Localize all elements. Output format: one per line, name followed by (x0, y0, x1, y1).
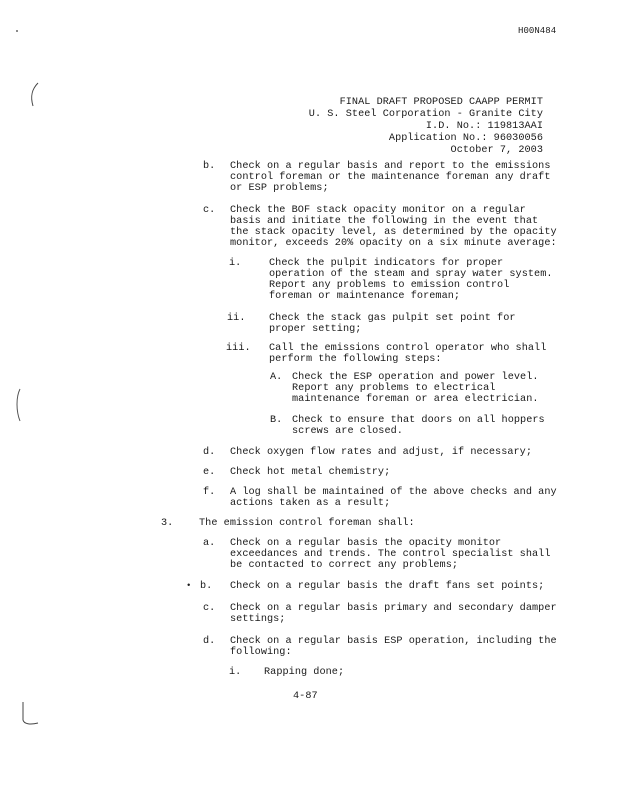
item-f-letter: f. (203, 487, 216, 498)
item-f-text-1: A log shall be maintained of the above checks and any (230, 487, 557, 498)
item-c-i-text-2: operation of the steam and spray water system. (269, 269, 553, 280)
permit-application-no: Application No.: 96030056 (388, 133, 543, 144)
document-id: H00N484 (518, 26, 557, 36)
item-d-letter: d. (203, 447, 216, 458)
item-b-text-1: Check on a regular basis and report to the emissions (230, 161, 551, 172)
scan-mark-left (12, 385, 26, 425)
item-3a-letter: a. (203, 538, 216, 549)
item-3d-i-num: i. (229, 667, 242, 678)
item-e-text-1: Check hot metal chemistry; (230, 467, 391, 478)
item-f-text-2: actions taken as a result; (230, 498, 391, 509)
item-c-i-num: i. (229, 258, 242, 269)
item-c-iii-b-letter: B. (270, 415, 283, 426)
item-c-i-text-3: Report any problems to emission control (269, 280, 510, 291)
item-c-i-text-1: Check the pulpit indicators for proper (269, 258, 504, 269)
item-c-iii-text-1: Call the emissions control operator who shall (269, 343, 547, 354)
scan-dot (14, 28, 22, 36)
item-c-iii-num: iii. (226, 343, 251, 354)
item-c-iii-b-text-2: screws are closed. (292, 426, 403, 437)
permit-id: I.D. No.: 119813AAI (425, 121, 543, 132)
item-3d-text-2: following: (230, 647, 292, 658)
item-c-iii-a-text-2: Report any problems to electrical (292, 383, 496, 394)
section-3-num: 3. (161, 518, 174, 529)
item-c-ii-num: ii. (227, 313, 246, 324)
item-3b-text-1: Check on a regular basis the draft fans set points; (230, 581, 545, 592)
item-3a-text-1: Check on a regular basis the opacity monitor (230, 538, 502, 549)
item-c-iii-a-letter: A. (270, 372, 283, 383)
item-d-text-1: Check oxygen flow rates and adjust, if necessary; (230, 447, 533, 458)
item-c-text-4: monitor, exceeds 20% opacity on a six minute average: (230, 238, 557, 249)
permit-company: U. S. Steel Corporation - Granite City (308, 109, 543, 120)
item-c-ii-text-2: proper setting; (269, 324, 362, 335)
item-3d-i-text-1: Rapping done; (264, 667, 345, 678)
item-c-text-2: basis and initiate the following in the event that (230, 216, 539, 227)
item-c-iii-text-2: perform the following steps: (269, 354, 442, 365)
page-number: 4-87 (293, 691, 318, 702)
permit-date: October 7, 2003 (450, 145, 543, 156)
item-3c-text-1: Check on a regular basis primary and secondary damper (230, 603, 557, 614)
item-3a-text-3: be contacted to correct any problems; (230, 560, 459, 571)
item-b-letter: b. (203, 161, 216, 172)
section-3-text: The emission control foreman shall: (199, 518, 415, 529)
item-c-iii-a-text-3: maintenance foreman or area electrician. (292, 394, 539, 405)
item-3d-letter: d. (203, 636, 216, 647)
item-c-letter: c. (203, 205, 216, 216)
permit-title: FINAL DRAFT PROPOSED CAAPP PERMIT (339, 97, 543, 108)
scan-mark-top (26, 80, 46, 110)
item-b-text-2: control foreman or the maintenance foreman any draft (230, 172, 551, 183)
item-c-text-3: the stack opacity level, as determined by the opacity (230, 227, 557, 238)
item-c-text-1: Check the BOF stack opacity monitor on a regular (230, 205, 526, 216)
item-c-ii-text-1: Check the stack gas pulpit set point for (269, 313, 516, 324)
scan-mark-bottom (18, 700, 48, 730)
item-b-text-3: or ESP problems; (230, 183, 329, 194)
item-c-iii-a-text-1: Check the ESP operation and power level. (292, 372, 539, 383)
item-3c-letter: c. (203, 603, 216, 614)
margin-mark: • (186, 581, 192, 591)
item-3b-letter: b. (200, 581, 213, 592)
item-3d-text-1: Check on a regular basis ESP operation, including the (230, 636, 557, 647)
item-c-iii-b-text-1: Check to ensure that doors on all hoppers (292, 415, 545, 426)
item-3c-text-2: settings; (230, 614, 286, 625)
item-3a-text-2: exceedances and trends. The control specialist shall (230, 549, 551, 560)
item-c-i-text-4: foreman or maintenance foreman; (269, 291, 461, 302)
item-e-letter: e. (203, 467, 216, 478)
